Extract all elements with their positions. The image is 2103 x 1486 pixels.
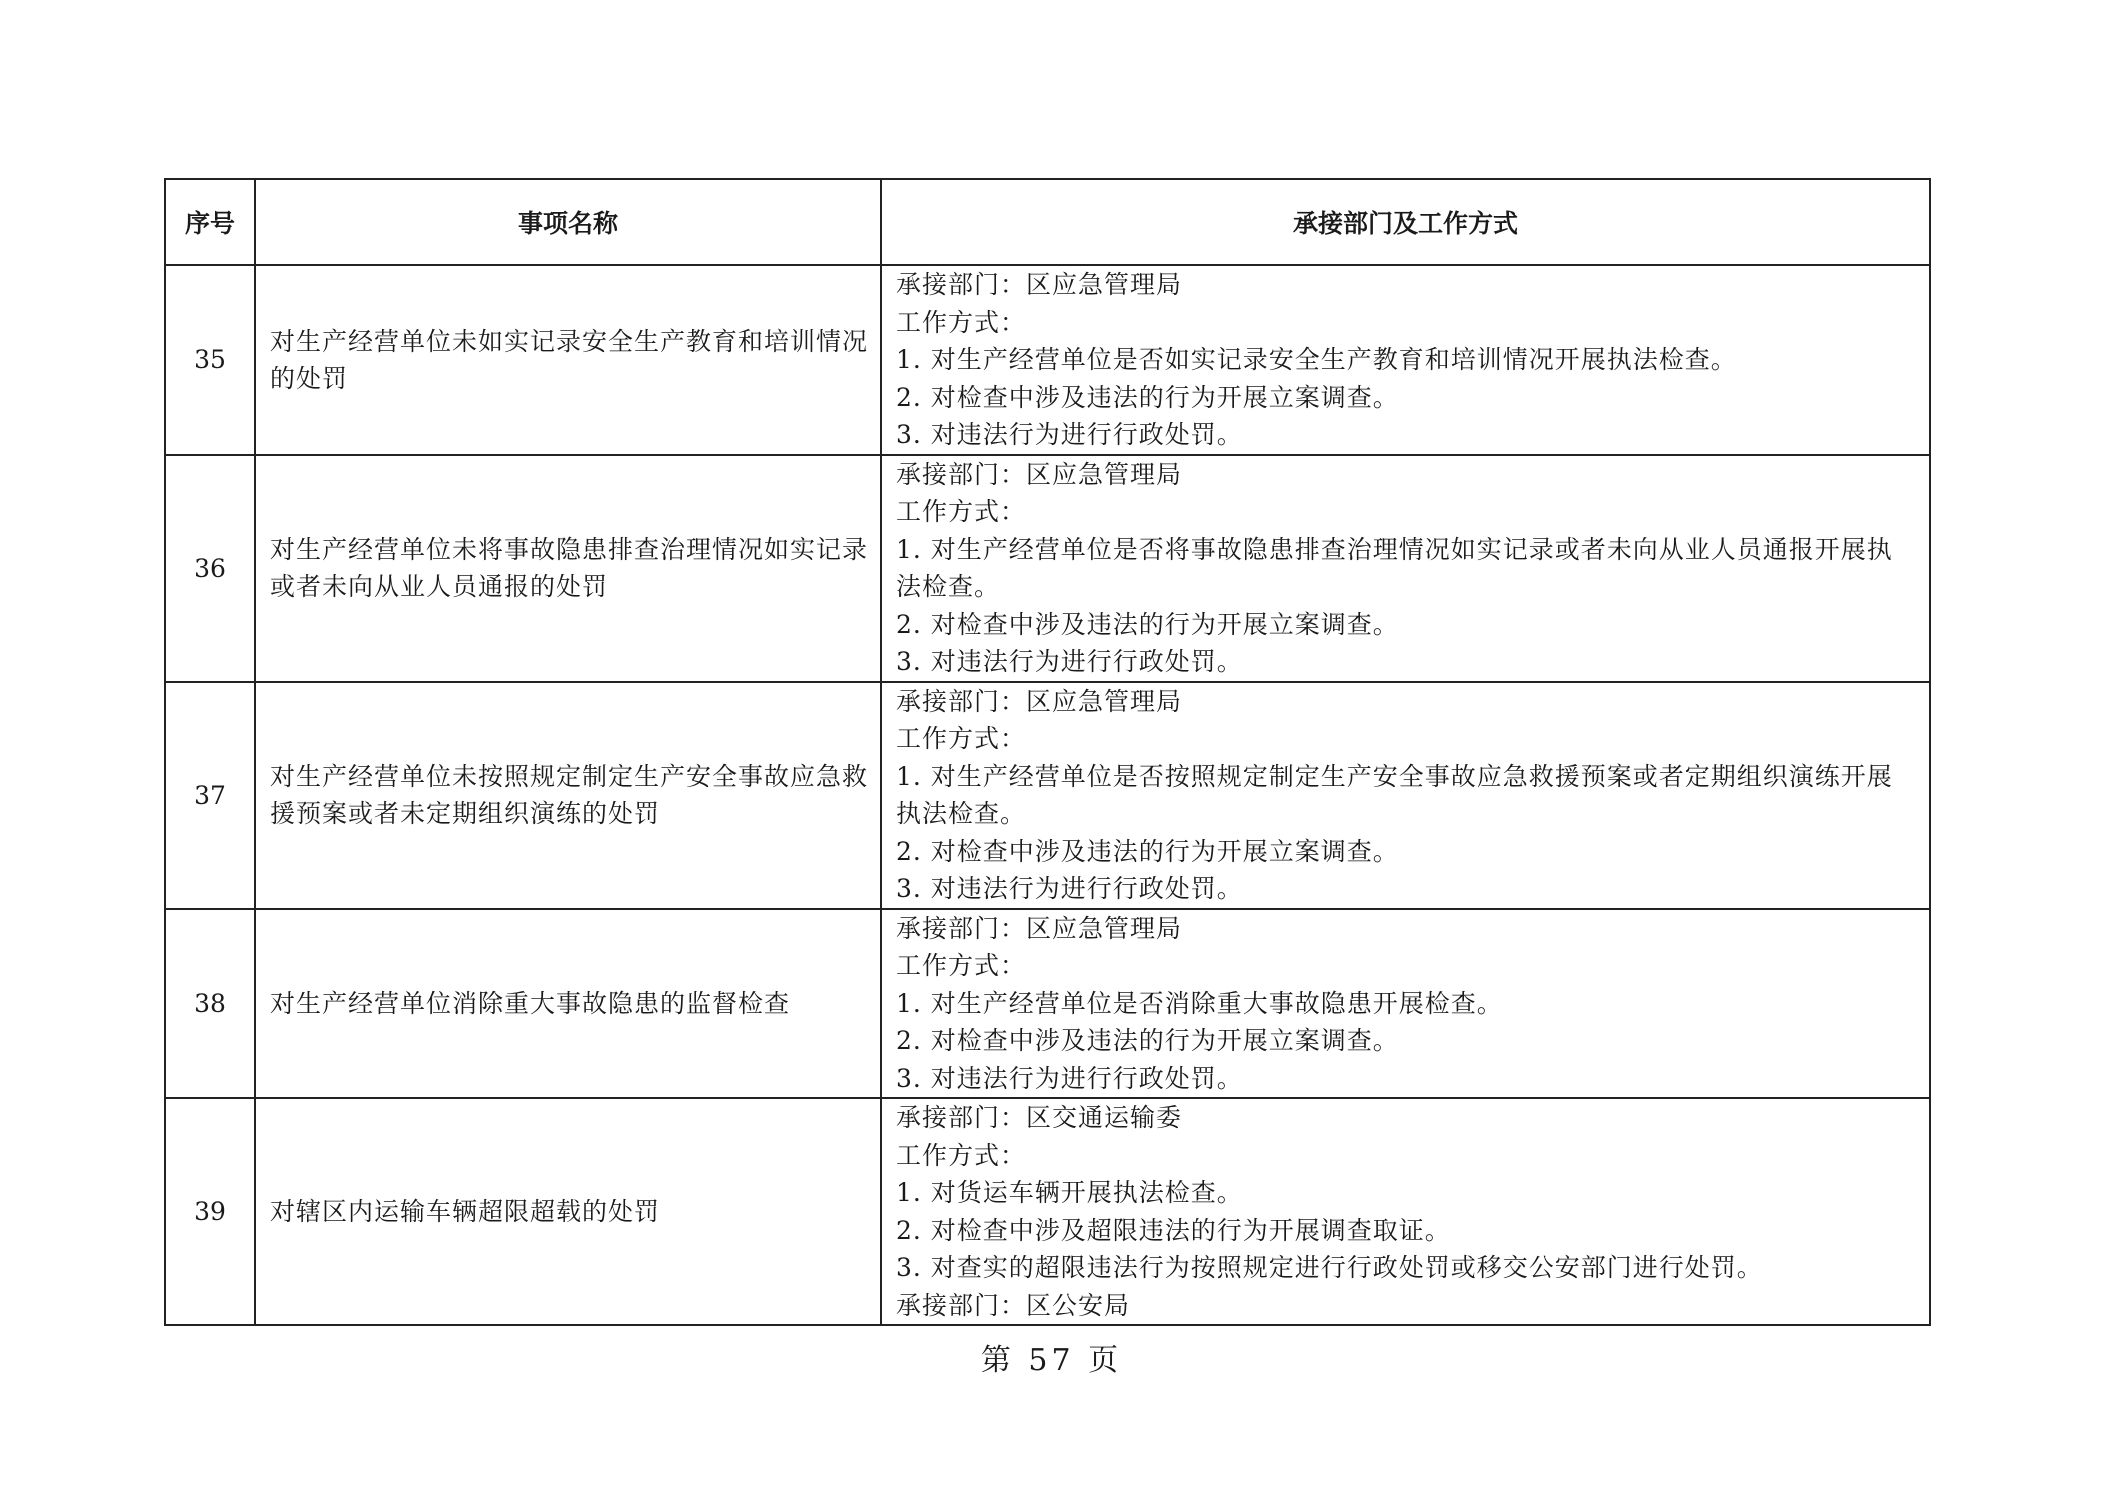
dept-line: 3. 对违法行为进行行政处罚。 [896,420,1243,449]
dept-line: 承接部门：区应急管理局 [896,270,1183,299]
dept-line: 承接部门：区交通运输委 [896,1103,1183,1132]
dept-line: 2. 对检查中涉及违法的行为开展立案调查。 [896,1026,1399,1055]
row-department-method [881,265,1930,455]
row-item-name: 对生产经营单位未将事故隐患排查治理情况如实记录或者未向从业人员通报的处罚 [255,455,881,682]
dept-line: 承接部门：区应急管理局 [896,459,1183,489]
dept-line: 1. 对生产经营单位是否按照规定制定生产安全事故应急救援预案或者定期组织演练开展执法检查。 [896,761,1893,828]
dept-line: 1. 对生产经营单位是否消除重大事故隐患开展检查。 [896,988,1503,1018]
header-department-method: 承接部门及工作方式 [881,179,1930,265]
dept-line: 1. 对货运车辆开展执法检查。 [896,1178,1243,1207]
dept-line: 2. 对检查中涉及超限违法的行为开展调查取证。 [896,1215,1451,1245]
dept-line: 工作方式： [896,951,1027,980]
table-row [165,909,1930,1099]
dept-line: 3. 对违法行为进行行政处罚。 [896,647,1243,676]
row-item-name: 对辖区内运输车辆超限超载的处罚 [255,1098,881,1325]
dept-line: 2. 对检查中涉及违法的行为开展立案调查。 [896,836,1399,866]
dept-line: 工作方式： [896,1140,1027,1170]
dept-line: 2. 对检查中涉及违法的行为开展立案调查。 [896,382,1399,412]
dept-line: 2. 对检查中涉及违法的行为开展立案调查。 [896,609,1399,639]
table-row [165,455,1930,682]
dept-line: 工作方式： [896,307,1027,337]
dept-line: 3. 对查实的超限违法行为按照规定进行行政处罚或移交公安部门进行处罚。 [896,1253,1763,1282]
header-item-name: 事项名称 [255,179,881,265]
table-row [165,265,1930,455]
dept-line: 工作方式： [896,497,1027,526]
dept-line: 承接部门：区公安局 [896,1290,1131,1320]
dept-line: 3. 对违法行为进行行政处罚。 [896,874,1243,903]
row-serial-number: 38 [165,909,255,1099]
row-serial-number: 36 [165,455,255,682]
page-number: 第 57 页 [980,1343,1123,1378]
row-department-method [881,1098,1930,1325]
dept-line: 1. 对生产经营单位是否将事故隐患排查治理情况如实记录或者未向从业人员通报开展执法检查。 [896,534,1893,601]
dept-line: 承接部门：区应急管理局 [896,913,1183,943]
table-body [165,265,1930,1325]
row-serial-number: 39 [165,1098,255,1325]
row-department-method [881,909,1930,1099]
dept-line: 1. 对生产经营单位是否如实记录安全生产教育和培训情况开展执法检查。 [896,345,1737,374]
row-serial-number: 35 [165,265,255,455]
row-item-name: 对生产经营单位未按照规定制定生产安全事故应急救援预案或者未定期组织演练的处罚 [255,682,881,909]
dept-line: 工作方式： [896,724,1027,753]
dept-line: 承接部门：区应急管理局 [896,686,1183,716]
header-row [165,179,1930,265]
matters-table [164,178,1931,1326]
row-department-method [881,682,1930,909]
header-serial-number: 序号 [165,179,255,265]
table-row [165,1098,1930,1325]
row-department-method [881,455,1930,682]
row-item-name: 对生产经营单位消除重大事故隐患的监督检查 [255,909,881,1099]
table-row [165,682,1930,909]
row-serial-number: 37 [165,682,255,909]
table-header [165,179,1930,265]
dept-line: 3. 对违法行为进行行政处罚。 [896,1063,1243,1093]
row-item-name: 对生产经营单位未如实记录安全生产教育和培训情况的处罚 [255,265,881,455]
